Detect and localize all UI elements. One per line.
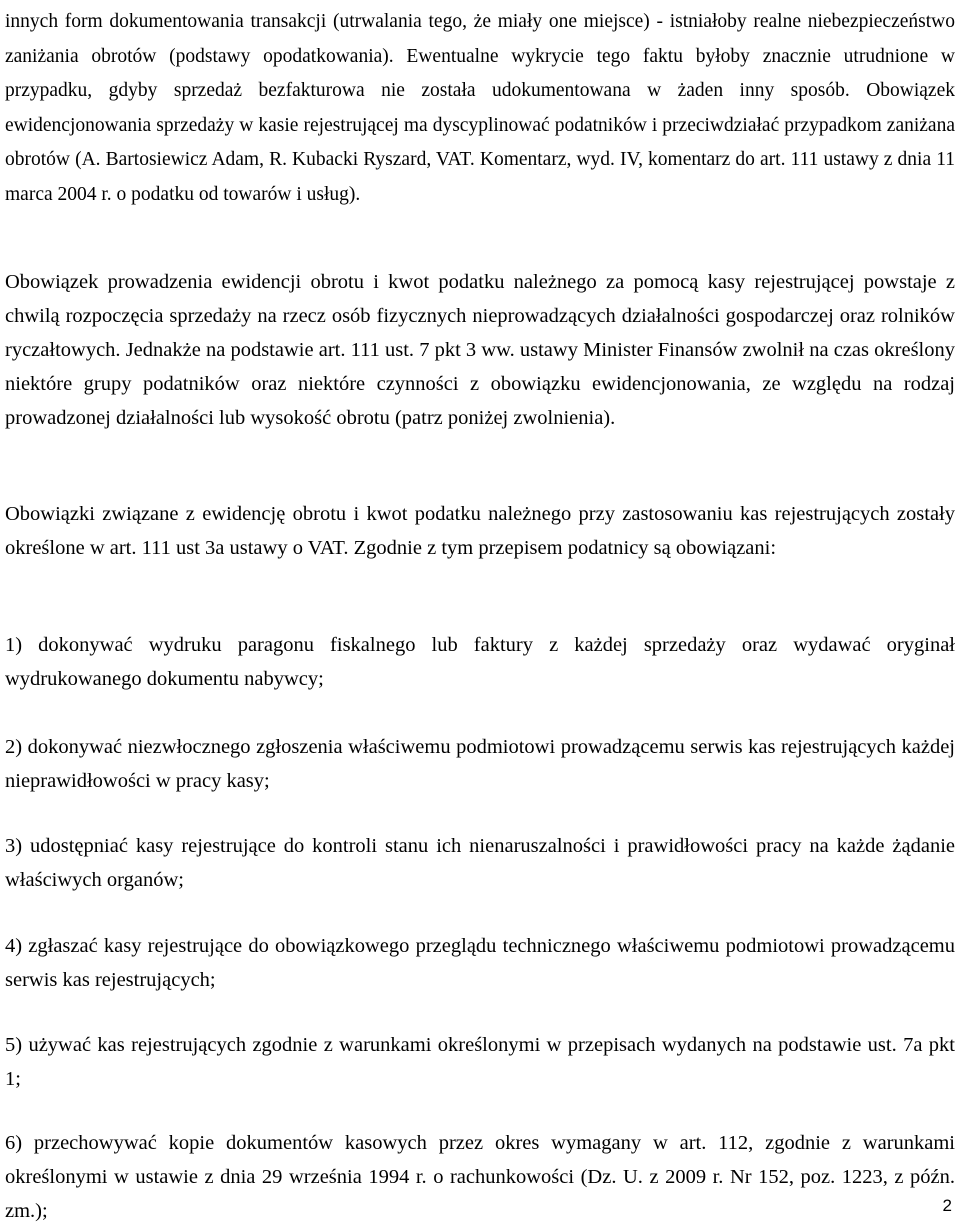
page-number: 2 [942,1196,952,1215]
paragraph-continuation: innych form dokumentowania transakcji (utrwalania tego, że miały one miejsce) - istniałoby realne niebezpieczeństwo zaniżania obrotów (podstawy opodatkowania). Ewentualne wykrycie tego faktu byłoby znacznie utrudnione w przypadku, gdyby sprzedaż bezfakturowa nie została udokumentowana w żaden inny sposób. Obowiązek ewidencjonowania sprzedaży w kasie rejestrującej ma dyscyplinować podatników i przeciwdziałać przypadkom zaniżana obrotów (A. Bartosiewicz Adam, R. Kubacki Ryszard, VAT. Komentarz, wyd. IV, komentarz do art. 111 ustawy z dnia 11 marca 2004 r. o podatku od towarów i usług). [5,11,955,205]
paragraph-obligation-recording: Obowiązek prowadzenia ewidencji obrotu i kwot podatku należnego za pomocą kasy rejestrującej powstaje z chwilą rozpoczęcia sprzedaży na rzecz osób fizycznych nieprowadzących działalności gospodarczej oraz rolników ryczałtowych. Jednakże na podstawie art. 111 ust. 7 pkt 3 ww. ustawy Minister Finansów zwolnił na czas określony niektóre grupy podatników oraz niektóre czynności z obowiązku ewidencjonowania, ze względu na rodzaj prowadzonej działalności lub wysokość obrotu (patrz poniżej zwolnienia). [5,271,955,429]
list-item-1: 1) dokonywać wydruku paragonu fiskalnego lub faktury z każdej sprzedaży oraz wydawać oryginał wydrukowanego dokumentu nabywcy; [5,634,955,690]
list-item-5: 5) używać kas rejestrujących zgodnie z warunkami określonymi w przepisach wydanych na podstawie ust. 7a pkt 1; [5,1034,955,1090]
list-item-4: 4) zgłaszać kasy rejestrujące do obowiązkowego przeglądu technicznego właściwemu podmiotowi prowadzącemu serwis kas rejestrujących; [5,935,955,991]
list-item-6: 6) przechowywać kopie dokumentów kasowych przez okres wymagany w art. 112, zgodnie z warunkami określonymi w ustawie z dnia 29 września 1994 r. o rachunkowości (Dz. U. z 2009 r. Nr 152, poz. 1223, z późn. zm.); [5,1132,955,1222]
list-item-2: 2) dokonywać niezwłocznego zgłoszenia właściwemu podmiotowi prowadzącemu serwis kas rejestrujących każdej nieprawidłowości w pracy kasy; [5,736,955,792]
paragraph-obligations-intro: Obowiązki związane z ewidencję obrotu i kwot podatku należnego przy zastosowaniu kas rejestrujących zostały określone w art. 111 ust 3a ustawy o VAT. Zgodnie z tym przepisem podatnicy są obowiązani: [5,503,955,559]
list-item-3: 3) udostępniać kasy rejestrujące do kontroli stanu ich nienaruszalności i prawidłowości pracy na każde żądanie właściwych organów; [5,835,955,891]
